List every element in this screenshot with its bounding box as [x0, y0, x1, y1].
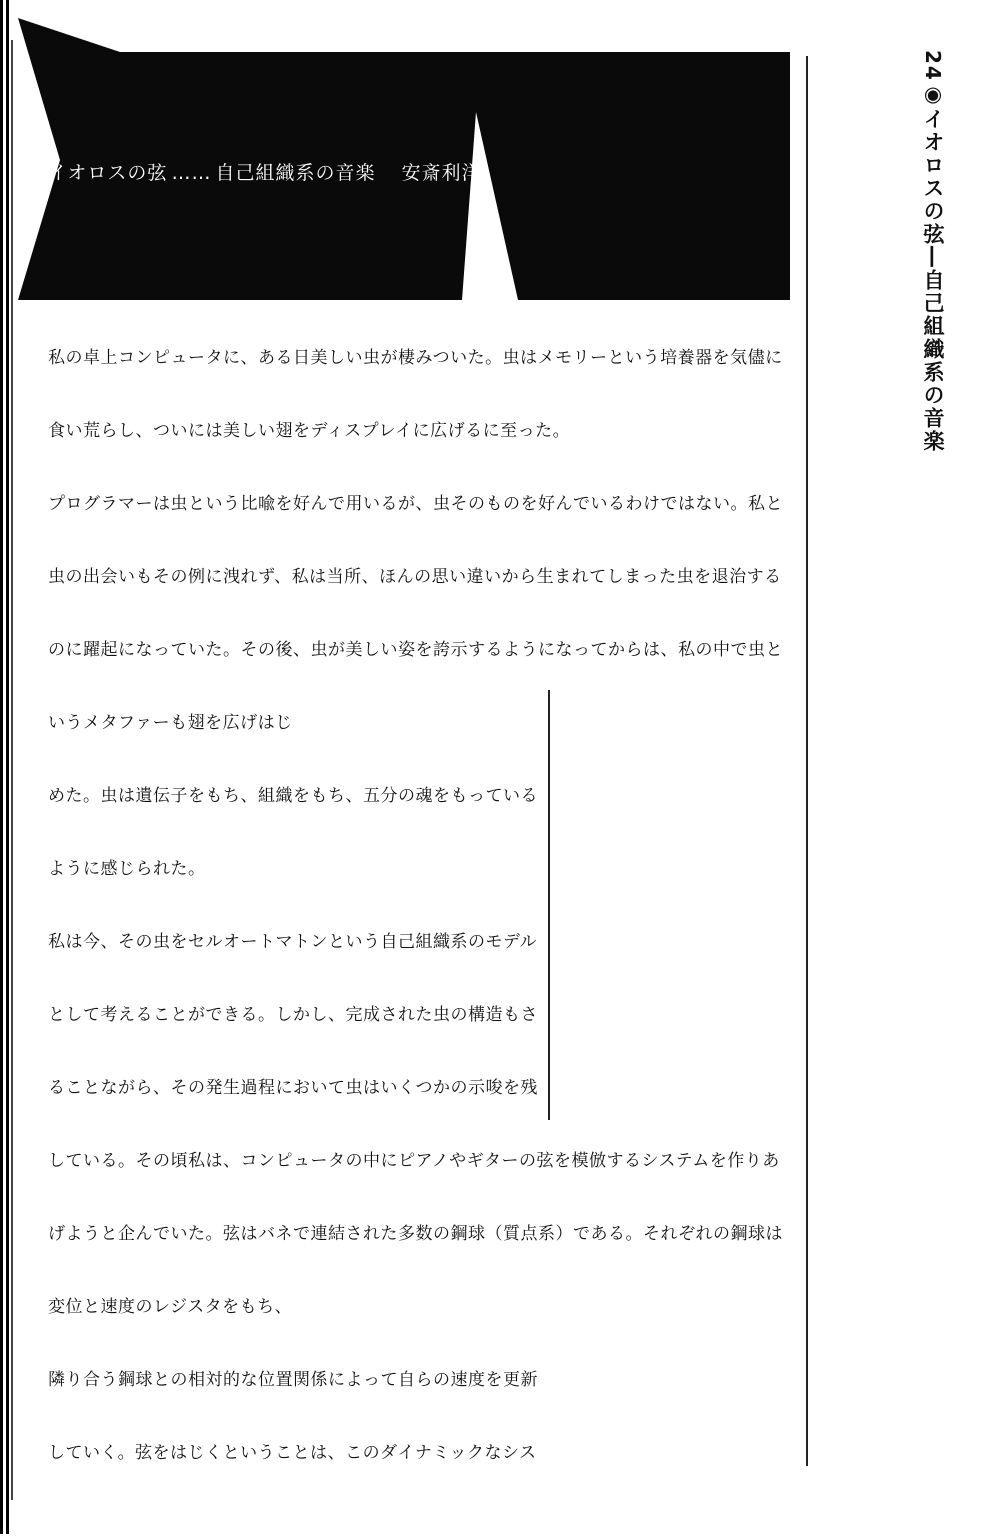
- body-line: として考えることができる。しかし、完成された虫の構造もさ: [48, 1005, 538, 1025]
- page-number: 24: [921, 50, 945, 82]
- inset-column-rule: [548, 690, 550, 1120]
- body-line: めた。虫は遺伝子をもち、組織をもち、五分の魂をもっている: [48, 786, 538, 806]
- title-separator: ……: [171, 162, 212, 184]
- body-line: 私の卓上コンピュータに、ある日美しい虫が棲みついた。虫はメモリーという培養器を気儘に: [48, 348, 783, 368]
- body-line: ることながら、その発生過程において虫はいくつかの示唆を残: [48, 1078, 538, 1098]
- article-title: [48, 158, 482, 185]
- body-line: 虫の出会いもその例に洩れず、私は当所、ほんの思い違いから生まれてしまった虫を退治する: [48, 567, 782, 587]
- body-line: ように感じられた。: [48, 859, 206, 879]
- body-line: していく。弦をはじくということは、このダイナミックなシス: [48, 1443, 537, 1463]
- main-column-rule: [806, 56, 808, 1466]
- body-line: 変位と速度のレジスタをもち、: [48, 1297, 293, 1317]
- page-marker: ◉: [921, 81, 945, 108]
- running-header: [918, 50, 948, 453]
- author-name: 安斎利洋: [401, 162, 482, 184]
- title-text: イオロスの弦: [48, 162, 168, 184]
- body-line: いうメタファーも翅を広げはじ: [48, 713, 293, 733]
- body-line: プログラマーは虫という比喩を好んで用いるが、虫そのものを好んでいるわけではない。私と: [48, 494, 783, 514]
- body-line: 私は今、その虫をセルオートマトンという自己組織系のモデル: [48, 932, 538, 952]
- running-title: イオロスの弦―自己組織系の音楽: [921, 107, 945, 453]
- title-banner: [0, 0, 800, 310]
- body-line: している。その頃私は、コンピュータの中にピアノやギターの弦を模倣するシステムを作りあ: [48, 1151, 780, 1171]
- body-line: のに躍起になっていた。その後、虫が美しい姿を誇示するようになってからは、私の中で虫と: [48, 640, 783, 660]
- subtitle-text: 自己組織系の音楽: [215, 162, 376, 184]
- body-line: げようと企んでいた。弦はバネで連結された多数の鋼球（質点系）である。それぞれの鋼球は: [48, 1224, 783, 1244]
- body-line: 食い荒らし、ついには美しい翅をディスプレイに広げるに至った。: [48, 421, 571, 441]
- body-line: 隣り合う鋼球との相対的な位置関係によって自らの速度を更新: [48, 1370, 538, 1390]
